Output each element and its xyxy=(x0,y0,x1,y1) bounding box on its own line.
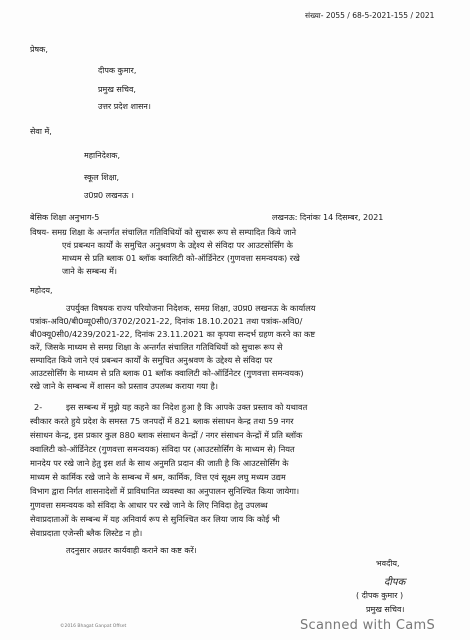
paragraph-line: सेवाप्रदाता एजेन्सी ब्लैक लिस्टेड न हो। xyxy=(30,528,143,538)
recipient-label: सेवा में, xyxy=(30,127,52,136)
paragraph-line: स्वीकार करते हुये प्रदेश के समस्त 75 जनपदों में 821 ब्लाक संसाधन केन्द्र तथा 59 नगर xyxy=(30,416,294,426)
paragraph-line: रखे जाने के सम्बन्ध में शासन को प्रस्ताव उपलब्ध कराया गया है। xyxy=(30,381,218,391)
sender-office: उत्तर प्रदेश शासन। xyxy=(98,102,151,111)
printer-footnote: ©2016 Bhagat Ganpat Offset xyxy=(60,624,127,629)
sender-designation: प्रमुख सचिव, xyxy=(98,85,136,94)
paragraph-line: गुणवत्ता समन्वयक को संविदा के आधार पर रखे जाने के लिए निविदा हेतु उपलब्ध xyxy=(30,500,268,510)
paragraph-line: माध्यम से कार्मिक रखे जाने के सम्बन्ध में श्रम, कार्मिक, वित्त एवं सूक्ष्म लघु मध्यम उद्यम xyxy=(30,472,286,482)
sender-label: प्रेषक, xyxy=(30,45,48,54)
paragraph-line: संसाधन केन्द्र, इस प्रकार कुल 880 ब्लाक संसाधन केन्द्रों / नगर संसाधन केन्द्रों में प्रति ब्लॉक xyxy=(30,430,303,440)
subject-line: जाने के सम्बन्ध में। xyxy=(62,266,118,276)
salutation: महोदय, xyxy=(30,286,53,295)
paragraph-line: क्वालिटी को-ऑर्डिनेटर (गुणवत्ता समन्वयक) संविदा पर (आउटसोर्सिंग के माध्यम से) नियत xyxy=(30,444,295,454)
paragraph-line: उपर्युक्त विषयक राज्य परियोजना निदेशक, समग्र शिक्षा, उ0प्र0 लखनऊ के कार्यालय xyxy=(66,303,316,313)
subject-line: एवं प्रबन्धन कार्यों के समुचित अनुश्रवण के उद्देश्य से संविदा पर आउटसोर्सिंग के xyxy=(62,240,293,250)
scanner-watermark: Scanned with CamS xyxy=(300,618,435,633)
paragraph-line: विभाग द्वारा निर्गत शासनादेशों में प्राविधानित व्यवस्था का अनुपालन सुनिश्चित किया जायेगा। xyxy=(30,486,300,496)
recipient-title: महानिदेशक, xyxy=(84,151,120,160)
subject-line: माध्यम से प्रति ब्लाक 01 ब्लॉक क्वालिटी को-ऑर्डिनेटर (गुणवत्ता समन्वयक) रखे xyxy=(62,253,300,263)
recipient-dept: स्कूल शिक्षा, xyxy=(84,173,120,182)
sender-name: दीपक कुमार, xyxy=(98,66,137,75)
paragraph-line: बी0क्यू0सी0/4239/2021-22, दिनांक 23.11.2021 का कृपया सन्दर्भ ग्रहण करने का कष्ट xyxy=(30,329,316,339)
handwritten-signature: दीपक xyxy=(384,577,406,588)
recipient-city: उ0प्र0 लखनऊ । xyxy=(84,191,134,200)
paragraph-line: सम्पादित किये जाने एवं प्रबन्धन कार्यों के समुचित अनुश्रवण के उद्देश्य से संविदा पर xyxy=(30,355,273,365)
section-name: बेसिक शिक्षा अनुभाग-5 xyxy=(30,213,100,222)
signatory-name: ( दीपक कुमार ) xyxy=(356,591,404,600)
valediction: भवदीय, xyxy=(376,559,400,568)
closing-line: तदनुसार अग्रतर कार्यवाही कराने का कष्ट करें। xyxy=(66,546,197,555)
paragraph-line: करें, जिसके माध्यम से समग्र शिक्षा के अन्तर्गत संचालित गतिविधियों को सुचारू रूप से xyxy=(30,342,283,352)
paragraph-line: इस सम्बन्ध में मुझे यह कहने का निदेश हुआ है कि आपके उक्त प्रस्ताव को यथावत xyxy=(66,402,308,412)
reference-number: संख्या- 2055 / 68-5-2021-155 / 2021 xyxy=(305,11,435,20)
paragraph-line: पत्रांक-अवि0/बी0व्यू0सी0/3702/2021-22, दिनांक 18.10.2021 तथा पत्रांक-अवि0/ xyxy=(30,316,303,326)
signatory-designation: प्रमुख सचिव। xyxy=(366,605,405,614)
paragraph-number: 2- xyxy=(34,402,43,412)
paragraph-line: सेवाप्रदाताओं के सम्बन्ध में यह अनिवार्य रूप से सुनिश्चित कर लिया जाय कि कोई भी xyxy=(30,514,280,524)
date-line: लखनऊ: दिनांकः 14 दिसम्बर, 2021 xyxy=(272,213,384,222)
subject-line: विषय- समग्र शिक्षा के अन्तर्गत संचालित गतिविधियों को सुचारू रूप से सम्पादित किये जाने xyxy=(30,227,297,237)
paragraph-line: आउटसोर्सिंग के माध्यम से प्रति ब्लाक 01 ब्लॉक क्वालिटी को-ऑर्डिनेटर (गुणवत्ता समन्वयक) xyxy=(30,368,304,378)
paragraph-line: मानदेय पर रखे जाने हेतु इस शर्त के साथ अनुमति प्रदान की जाती है कि आउटसोर्सिंग के xyxy=(30,458,289,468)
